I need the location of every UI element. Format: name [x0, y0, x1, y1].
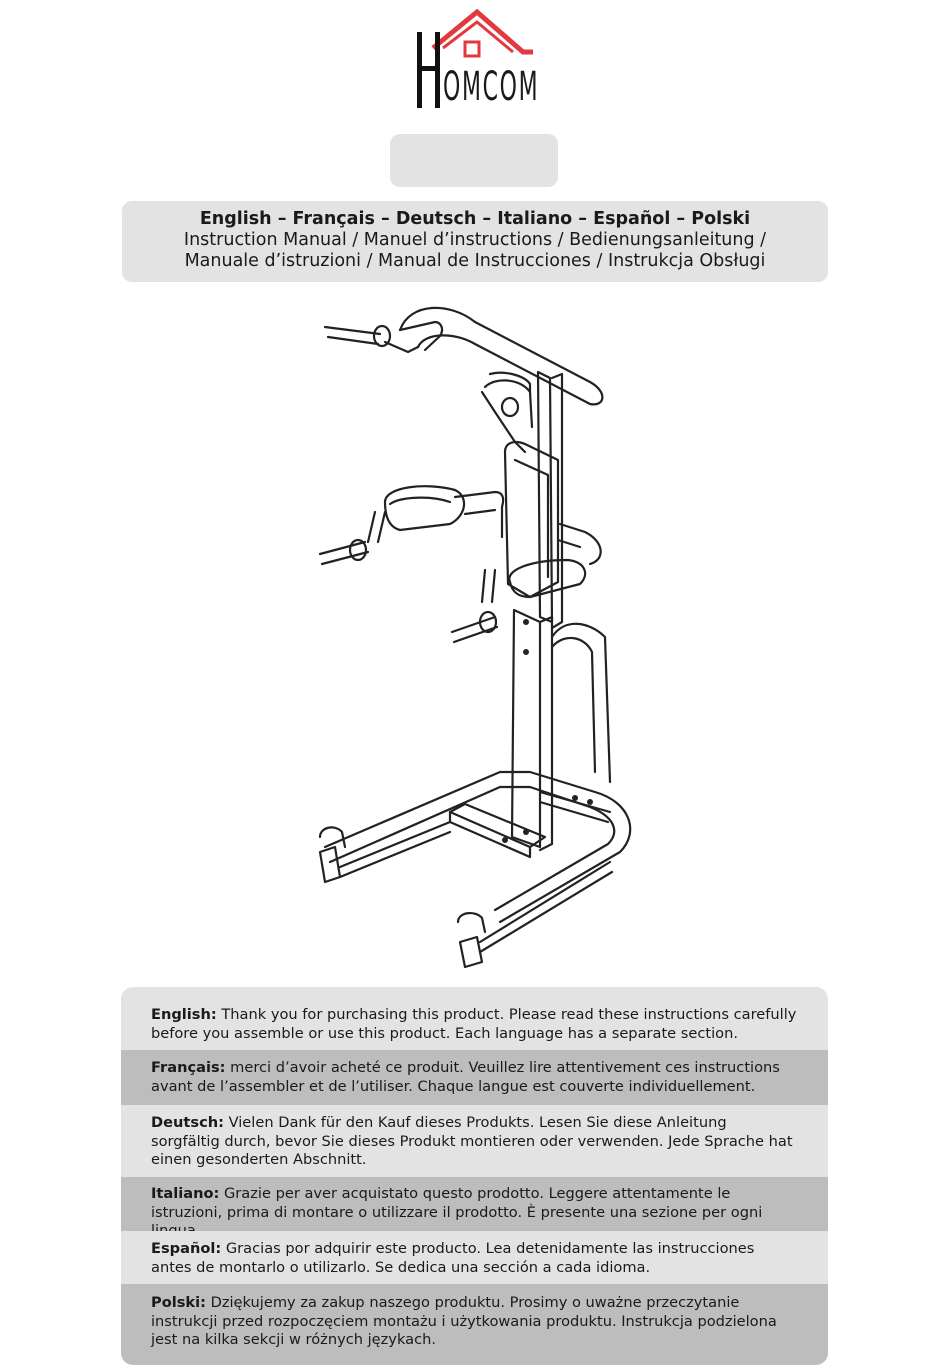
- section-english: English: Thank you for purchasing this product. Please read these instructions carefully before you assemble or use this product. Each language has a separate section.: [121, 987, 828, 1050]
- section-polski: Polski: Dziękujemy za zakup naszego produktu. Prosimy o uważne przeczytanie instrukcji przed rozpoczęciem montażu i użytkowania produktu. Instrukcja podzielona jest na kilka sekcji w różnych językach.: [121, 1284, 828, 1365]
- manual-title-line-1: Instruction Manual / Manuel d’instructions / Bedienungsanleitung /: [183, 230, 767, 250]
- brand-logo: OMCOM: [405, 8, 545, 114]
- section-deutsch: Deutsch: Vielen Dank für den Kauf dieses Produkts. Lesen Sie diese Anleitung sorgfältig durch, bevor Sie dieses Produkt montieren oder verwenden. Jede Sprache hat einen gesonderten Abschnitt.: [121, 1105, 828, 1177]
- model-number-box: [390, 134, 558, 187]
- language-header: [122, 201, 828, 282]
- section-espanol: Español: Gracias por adquirir este producto. Lea detenidamente las instrucciones antes de montarlo o utilizarlo. Se dedica una sección a cada idioma.: [121, 1231, 828, 1284]
- section-francais: Français: merci d’avoir acheté ce produit. Veuillez lire attentivement ces instructions avant de l’assembler et de l’utiliser. Chaque langue est couverte individuellement.: [121, 1050, 828, 1105]
- manual-title-line-2: Manuale d’istruzioni / Manual de Instrucciones / Instrukcja Obsługi: [184, 251, 766, 271]
- product-illustration: [290, 292, 660, 972]
- section-italiano: Italiano: Grazie per aver acquistato questo prodotto. Leggere attentamente le istruzioni, prima di montare o utilizzare il prodotto. È presente una sezione per ogni: [121, 1177, 828, 1231]
- language-introductions: [121, 987, 828, 1365]
- language-list-title: English – Français – Deutsch – Italiano – Español – Polski: [199, 209, 751, 229]
